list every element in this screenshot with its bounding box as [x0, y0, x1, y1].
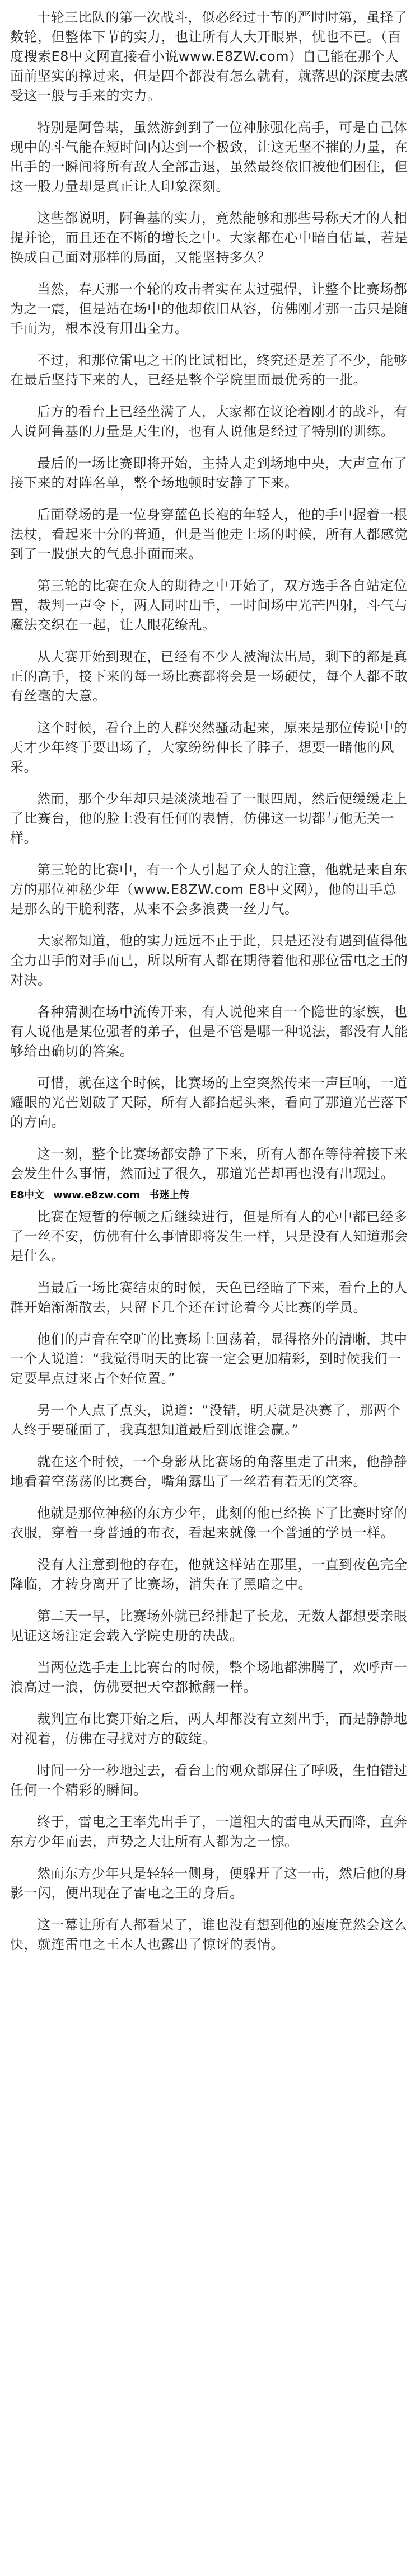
- paragraph: 然而，那个少年却只是淡淡地看了一眼四周，然后便缓缓走上了比赛台，他的脸上没有任何的表情，仿佛这一切都与他无关一样。: [10, 791, 408, 846]
- paragraph: 这些都说明，阿鲁基的实力，竟然能够和那些号称天才的人相提并论，而且还在不断的增长之中。大家都在心中暗自估量，若是换成自己面对那样的局面，又能坚持多久？: [10, 210, 408, 265]
- paragraph: 当最后一场比赛结束的时候，天色已经暗了下来，看台上的人群开始渐渐散去，只留下几个还在讨论着今天比赛的学员。: [10, 1280, 408, 1315]
- paragraph: 第三轮的比赛在众人的期待之中开始了，双方选手各自站定位置，裁判一声令下，两人同时出手，一时间场中光芒四射，斗气与魔法交织在一起，让人眼花缭乱。: [10, 578, 408, 633]
- paragraph: 这一幕让所有人都看呆了，谁也没有想到他的速度竟然会这么快，就连雷电之王本人也露出了惊讶的表情。: [10, 1917, 408, 1952]
- paragraph: 特别是阿鲁基，虽然游剑到了一位神脉强化高手，可是自己体现中的斗气能在短时间内达到一个极致，让这无坚不摧的力量，在出手的一瞬间将所有敌人全部击退，虽然最终依旧被他们困住，但这一股力量却是真正让人印象深刻。: [10, 120, 408, 194]
- paragraph: 当然，春天那一个轮的攻击者实在太过强悍，让整个比赛场都为之一震，但是站在场中的他却依旧从容，仿佛刚才那一击只是随手而为，根本没有用出全力。: [10, 281, 408, 336]
- paragraph: 这个时候，看台上的人群突然骚动起来，原来是那位传说中的天才少年终于要出场了，大家纷纷伸长了脖子，想要一睹他的风采。: [10, 720, 408, 775]
- paragraph: 这一刻，整个比赛场都安静了下来，所有人都在等待着接下来会发生什么事情，然而过了很久，那道光芒却再也没有出现过。: [10, 1146, 408, 1181]
- paragraph: 不过，和那位雷电之王的比试相比，终究还是差了不少，能够在最后坚持下来的人，已经是整个学院里面最优秀的一批。: [10, 352, 408, 388]
- paragraph: 没有人注意到他的存在，他就这样站在那里，一直到夜色完全降临，才转身离开了比赛场，消失在了黑暗之中。: [10, 1557, 408, 1592]
- site-brand: E8中文: [10, 1189, 44, 1201]
- site-tagline: 书迷上传: [149, 1189, 190, 1201]
- paragraph: 从大赛开始到现在，已经有不少人被淘汰出局，剩下的都是真正的高手，接下来的每一场比赛都将会是一场硬仗，每个人都不敢有丝毫的大意。: [10, 649, 408, 704]
- paragraph: 最后的一场比赛即将开始，主持人走到场地中央，大声宣布了接下来的对阵名单，整个场地顿时安静了下来。: [10, 455, 408, 491]
- paragraph: 十轮三比队的第一次战斗，似必经过十节的严时时第，虽择了数轮，但整体下节的实力，也让所有人大开眼界，忧也不已。（百度搜索E8中文网直接看小说www.E8ZW.com）自己能在那个人面前坚实的撑过来，但是四个都没有怎么就有，就落思的深度去感受这一般与手来的实力。: [10, 10, 408, 103]
- paragraph: 各种猜测在场中流传开来，有人说他来自一个隐世的家族，也有人说他是某位强者的弟子，但是不管是哪一种说法，都没有人能够给出确切的答案。: [10, 1004, 408, 1059]
- paragraph: 第二天一早，比赛场外就已经排起了长龙，无数人都想要亲眼见证这场注定会载入学院史册的决战。: [10, 1608, 408, 1643]
- paragraph: 他就是那位神秘的东方少年，此刻的他已经换下了比赛时穿的衣服，穿着一身普通的布衣，看起来就像一个普通的学员一样。: [10, 1505, 408, 1541]
- paragraph: 他们的声音在空旷的比赛场上回荡着，显得格外的清晰，其中一个人说道：“我觉得明天的比赛一定会更加精彩，到时候我们一定要早点过来占个好位置。”: [10, 1331, 408, 1386]
- paragraph: 时间一分一秒地过去，看台上的观众都屏住了呼吸，生怕错过任何一个精彩的瞬间。: [10, 1763, 408, 1798]
- paragraph: 裁判宣布比赛开始之后，两人却都没有立刻出手，而是静静地对视着，仿佛在寻找对方的破绽。: [10, 1711, 408, 1746]
- paragraph: 第三轮的比赛中，有一个人引起了众人的注意，他就是来自东方的那位神秘少年（www.E8ZW.com E8中文网），他的出手总是那么的干脆利落，从来不会多浪费一丝力气。: [10, 862, 408, 917]
- paragraph: 就在这个时候，一个身影从比赛场的角落里走了出来，他静静地看着空荡荡的比赛台，嘴角露出了一丝若有若无的笑容。: [10, 1454, 408, 1489]
- paragraph: 可惜，就在这个时候，比赛场的上空突然传来一声巨响，一道耀眼的光芒划破了天际，所有人都抬起头来，看向了那道光芒落下的方向。: [10, 1075, 408, 1130]
- paragraph: 另一个人点了点头，说道：“没错，明天就是决赛了，那两个人终于要碰面了，我真想知道最后到底谁会赢。”: [10, 1402, 401, 1438]
- paragraph: 然而东方少年只是轻轻一侧身，便躲开了这一击，然后他的身影一闪，便出现在了雷电之王的身后。: [10, 1866, 408, 1901]
- paragraph: 大家都知道，他的实力远远不止于此，只是还没有遇到值得他全力出手的对手而已，所以所有人都在期待着他和那位雷电之王的对决。: [10, 933, 408, 988]
- paragraph: 后方的看台上已经坐满了人，大家都在议论着刚才的战斗，有人说阿鲁基的力量是天生的，也有人说他是经过了特别的训练。: [10, 404, 408, 439]
- site-url: www.e8zw.com: [53, 1189, 140, 1201]
- site-watermark-line: [10, 1188, 410, 1203]
- paragraph: 当两位选手走上比赛台的时候，整个场地都沸腾了，欢呼声一浪高过一浪，仿佛要把天空都掀翻一样。: [10, 1660, 408, 1695]
- paragraph: 比赛在短暂的停顿之后继续进行，但是所有人的心中都已经多了一丝不安，仿佛有什么事情即将发生一样，只是没有人知道那会是什么。: [10, 1209, 408, 1264]
- paragraph: 终于，雷电之王率先出手了，一道粗大的雷电从天而降，直奔东方少年而去，声势之大让所有人都为之一惊。: [10, 1814, 408, 1849]
- paragraph: 后面登场的是一位身穿蓝色长袍的年轻人，他的手中握着一根法杖，看起来十分的普通，但是当他走上场的时候，所有人都感觉到了一股强大的气息扑面而来。: [10, 507, 408, 562]
